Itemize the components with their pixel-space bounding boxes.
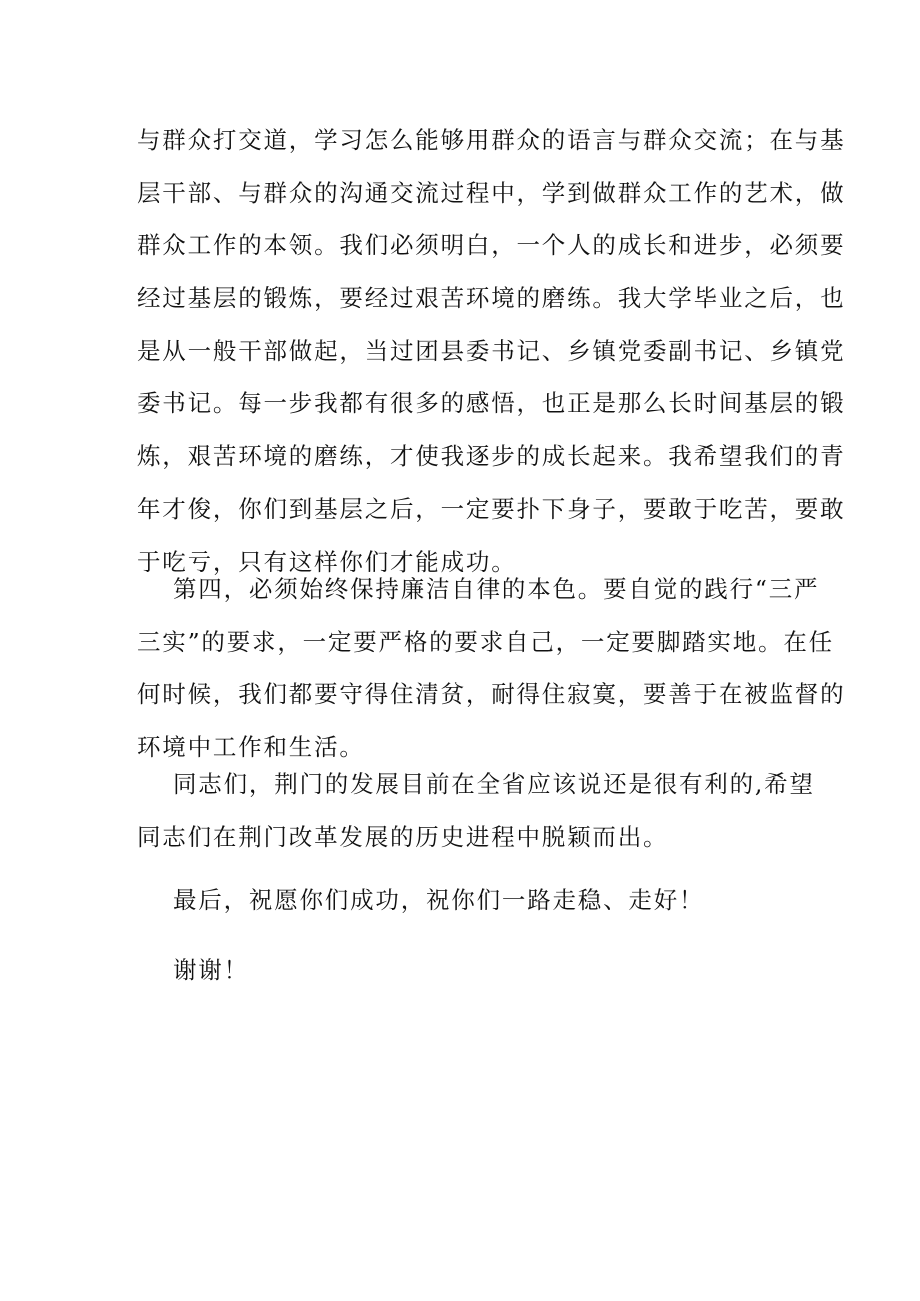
text-line: 同志们，荆门的发展目前在全省应该说还是很有利的,希望 bbox=[173, 770, 815, 798]
text-line: 环境中工作和生活。 bbox=[137, 733, 365, 762]
paragraph-2 bbox=[137, 563, 846, 774]
text-line: 与群众打交道，学习怎么能够用群众的语言与群众交流；在与基 bbox=[137, 126, 846, 154]
text-line: 第四，必须始终保持廉洁自律的本色。要自觉的践行“三严 bbox=[173, 575, 820, 603]
text-line: 年才俊，你们到基层之后，一定要扑下身子，要敢于吃苦，要敢 bbox=[137, 494, 846, 523]
paragraph-5 bbox=[137, 944, 787, 997]
text-line: 是从一般干部做起，当过团县委书记、乡镇党委副书记、乡镇党 bbox=[137, 336, 846, 365]
text-line: 炼，艰苦环境的磨练，才使我逐步的成长起来。我希望我们的青 bbox=[137, 442, 846, 471]
text-line: 于吃亏，只有这样你们才能成功。 bbox=[137, 547, 517, 576]
text-line: 三实”的要求，一定要严格的要求自己，一定要脚踏实地。在任 bbox=[137, 627, 834, 656]
paragraph-4 bbox=[137, 874, 787, 927]
text-line: 经过基层的锻炼，要经过艰苦环境的磨练。我大学毕业之后，也 bbox=[137, 284, 846, 313]
text-line: 群众工作的本领。我们必须明白，一个人的成长和进步，必须要 bbox=[137, 231, 846, 260]
paragraph-1 bbox=[137, 114, 846, 588]
text-line: 委书记。每一步我都有很多的感悟，也正是那么长时间基层的锻 bbox=[137, 389, 846, 418]
paragraph-3 bbox=[137, 758, 815, 863]
text-line: 最后，祝愿你们成功，祝你们一路走稳、走好！ bbox=[173, 886, 705, 914]
text-line: 层干部、与群众的沟通交流过程中，学到做群众工作的艺术，做 bbox=[137, 178, 846, 207]
text-line: 同志们在荆门改革发展的历史进程中脱颖而出。 bbox=[137, 822, 669, 851]
text-line: 谢谢！ bbox=[173, 956, 249, 984]
text-line: 何时候，我们都要守得住清贫，耐得住寂寞，要善于在被监督的 bbox=[137, 680, 846, 709]
